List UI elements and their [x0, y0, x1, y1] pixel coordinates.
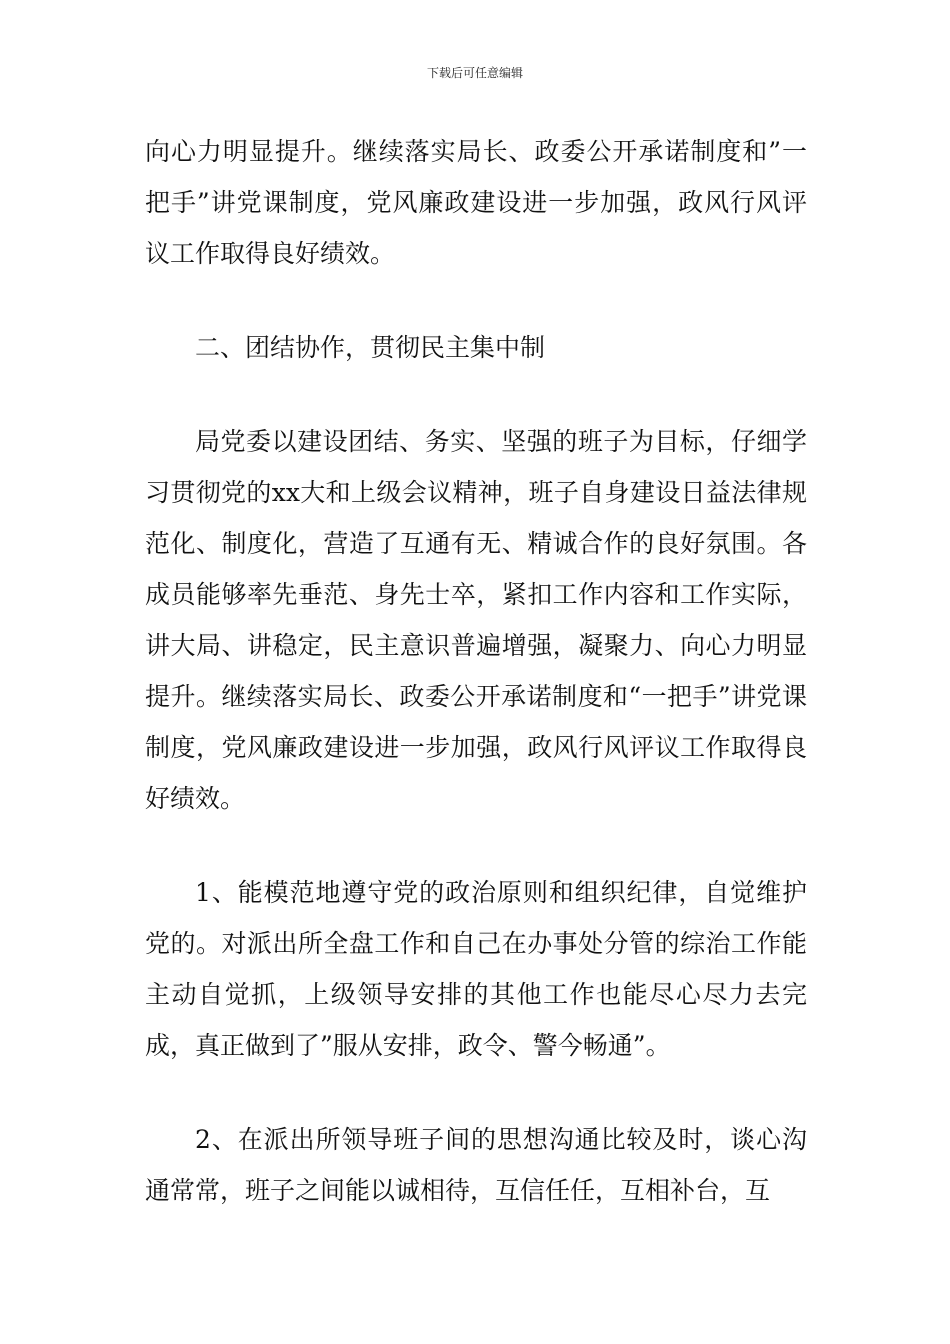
paragraph-item-2: 2、在派出所领导班子间的思想沟通比较及时，谈心沟通常常，班子之间能以诚相待，互信任任，互相补台，互 — [145, 1125, 807, 1205]
paragraph-item-1: 1、能模范地遵守党的政治原则和组织纪律，自觉维护党的。对派出所全盘工作和自己在办事处分管的综治工作能主动自觉抓，上级领导安排的其他工作也能尽心尽力去完成，真正做到了”服从安排，政令、警今畅通”。 — [145, 878, 807, 1060]
section-heading: 二、团结协作，贯彻民主集中制 — [195, 333, 546, 362]
page-header: 下载后可任意编辑 — [426, 66, 523, 80]
paragraph-continuation: 向心力明显提升。继续落实局长、政委公开承诺制度和”一把手”讲党课制度，党风廉政建设进一步加强，政风行风评议工作取得良好绩效。 — [145, 137, 807, 268]
document-body — [145, 126, 807, 1216]
paragraph-party-committee: 局党委以建设团结、务实、坚强的班子为目标，仔细学习贯彻党的xx大和上级会议精神，班子自身建设日益法律规范化、制度化，营造了互通有无、精诚合作的良好氛围。各成员能够率先垂范、身先士卒，紧扣工作内容和工作实际，讲大局、讲稳定，民主意识普遍增强，凝聚力、向心力明显提升。继续落实局长、政委公开承诺制度和“一把手”讲党课制度，党风廉政建设进一步加强，政风行风评议工作取得良好绩效。 — [145, 427, 807, 813]
